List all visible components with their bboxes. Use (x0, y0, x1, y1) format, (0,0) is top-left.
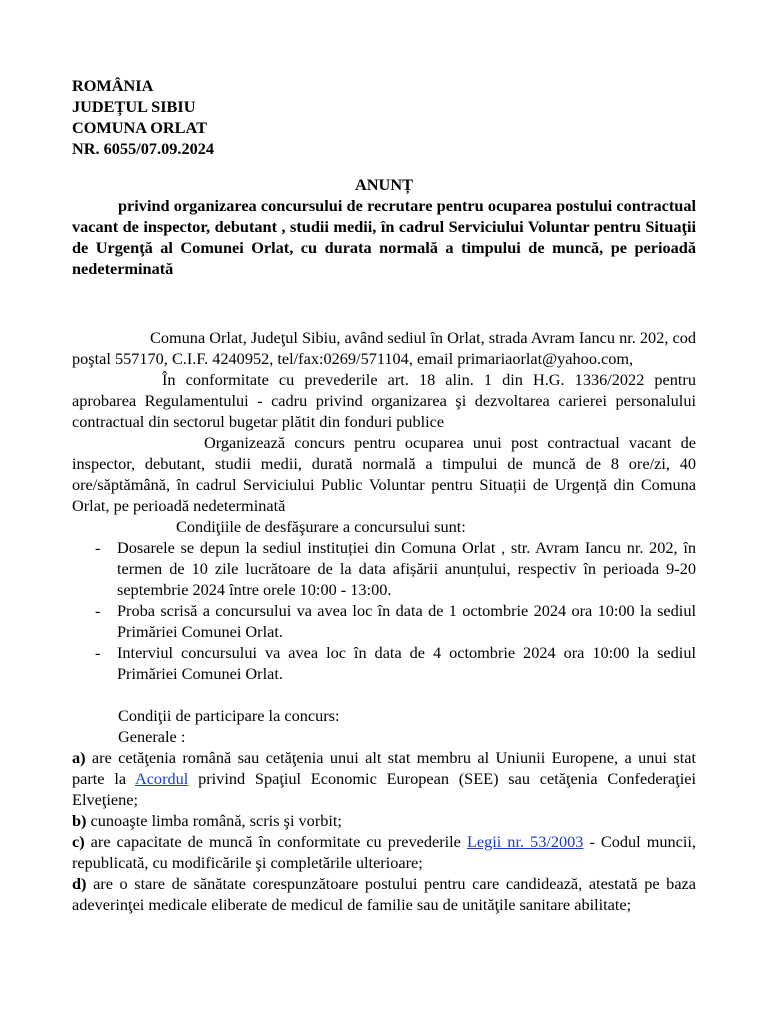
dash-bullet: - (95, 538, 101, 557)
schedule-item-text: Proba scrisă a concursului va avea loc în data de 1 octombrie 2024 ora 10:00 la sediul Primăriei Comunei Orlat. (117, 601, 696, 641)
requirement-label: c) (72, 832, 85, 851)
header-commune: COMUNA ORLAT (72, 118, 207, 137)
participation-heading: Condiţii de participare la concurs: (118, 706, 340, 725)
header-reg-number: NR. 6055/07.09.2024 (72, 139, 215, 158)
requirement-d (72, 873, 696, 915)
dash-bullet: - (95, 601, 101, 620)
requirement-text: privind Spaţiul Economic European (SEE) sau cetăţenia Confederaţiei Elveţiene; (72, 769, 697, 809)
announcement-subtitle: privind organizarea concursului de recrutare pentru ocuparea postului contractual vacant de inspector, debutant , studii medii, în cadrul Serviciului Voluntar pentru Situaţii de Urgenţă al Comunei Orlat, cu durata normală a timpului de muncă, pe perioadă nedeterminată (72, 196, 696, 278)
general-heading: Generale : (118, 727, 186, 746)
schedule-item (72, 642, 696, 684)
requirement-text: are cetăţenia română sau cetăţenia unui alt stat membru al Uniunii Europene, a unui stat parte la (72, 748, 696, 788)
schedule-item (72, 537, 696, 600)
spacer (72, 684, 696, 705)
schedule-item (72, 600, 696, 642)
requirement-b (72, 810, 696, 831)
intro-paragraph: Comuna Orlat, Judeţul Sibiu, având sediul în Orlat, strada Avram Iancu nr. 202, cod poştal 557170, C.I.F. 4240952, tel/fax:0269/571104, email primariaorlat@yahoo.com, (72, 328, 696, 368)
requirement-label: b) (72, 811, 87, 830)
requirement-c (72, 831, 696, 873)
schedule-item-text: Interviul concursului va avea loc în data de 4 octombrie 2024 ora 10:00 la sediul Primăriei Comunei Orlat. (117, 643, 696, 683)
acordul-link[interactable]: Acordul (134, 769, 189, 788)
announcement-title: ANUNȚ (355, 175, 413, 194)
requirement-label: a) (72, 748, 86, 767)
requirement-label: d) (72, 874, 87, 893)
requirement-a (72, 747, 696, 810)
law-53-2003-link[interactable]: Legii nr. 53/2003 (466, 832, 584, 851)
requirement-text: are o stare de sănătate corespunzătoare postului pentru care candidează, atestată pe baza adeverinţei medicale eliberate de medicul de familie sau de unităţile sanitare abilitate; (72, 874, 696, 914)
requirement-text: cunoaşte limba română, scris şi vorbit; (86, 811, 342, 830)
conditions-heading: Condiţiile de desfăşurare a concursului sunt: (176, 517, 466, 536)
requirement-text: are capacitate de muncă în conformitate cu prevederile (84, 832, 467, 851)
dash-bullet: - (95, 643, 101, 662)
organizes-paragraph: Organizează concurs pentru ocuparea unui post contractual vacant de inspector, debutant, studii medii, durată normală a timpului de muncă de 8 ore/zi, 40 ore/săptămână, în cadrul Serviciului Public Voluntar pentru Situații de Urgență din Comuna Orlat, pe perioadă nedeterminată (72, 433, 696, 515)
schedule-item-text: Dosarele se depun la sediul instituției din Comuna Orlat , str. Avram Iancu nr. 202, în termen de 10 zile lucrătoare de la data afișării anunțului, respectiv în perioada 9-20 septembrie 2024 între orele 10:00 - 13:00. (117, 538, 696, 599)
header-country: ROMÂNIA (72, 76, 154, 95)
legal-basis-paragraph: În conformitate cu prevederile art. 18 alin. 1 din H.G. 1336/2022 pentru aprobarea Regulamentului - cadru privind organizarea şi dezvoltarea carierei personalului contractual din sectorul bugetar plătit din fonduri publice (72, 370, 696, 431)
schedule-list (72, 537, 696, 684)
header-county: JUDEȚUL SIBIU (72, 97, 196, 116)
document-page (72, 75, 696, 915)
requirement-text: - Codul muncii, republicată, cu modificările şi completările ulterioare; (72, 832, 696, 872)
